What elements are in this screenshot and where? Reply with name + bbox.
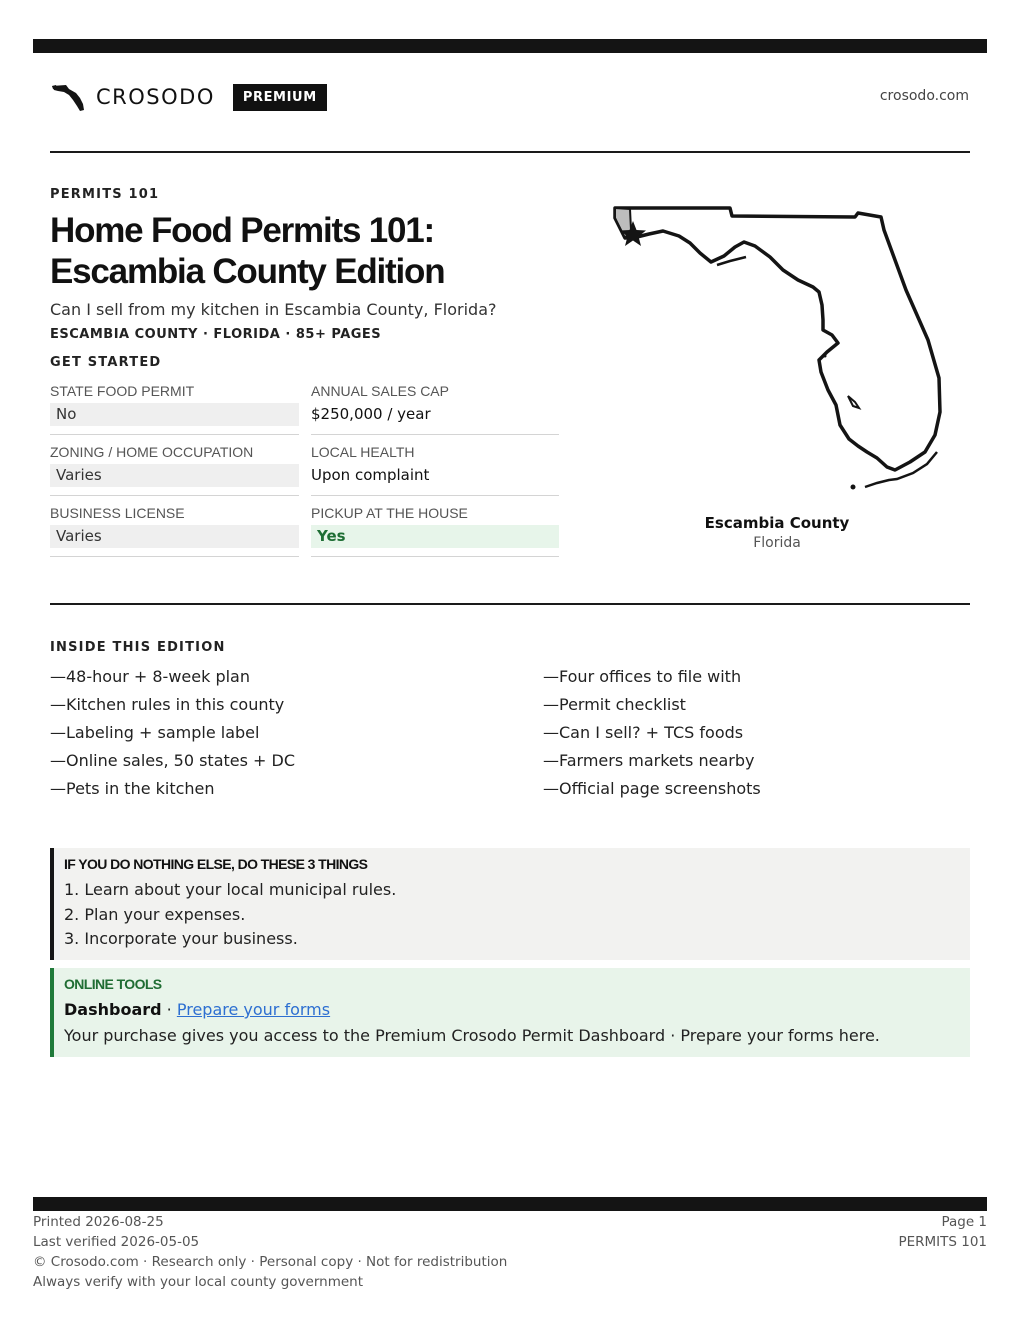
- florida-map: [605, 200, 950, 504]
- copyright: © Crosodo.com · Research only · Personal copy · Not for redistribution: [33, 1254, 508, 1270]
- fact-divider: [50, 434, 299, 436]
- fact-label: PICKUP AT THE HOUSE: [311, 505, 468, 521]
- fact-pickup-at-house: [311, 503, 559, 564]
- fact-zoning: [50, 442, 299, 503]
- page-subtitle: Can I sell from my kitchen in Escambia County, Florida?: [50, 300, 497, 319]
- footer-bar: [33, 1197, 987, 1211]
- page-title: [50, 210, 580, 292]
- fact-annual-sales-cap: [311, 381, 559, 442]
- printed-date: Printed 2026-08-25: [33, 1214, 164, 1230]
- prepare-forms-link[interactable]: Prepare your forms: [176, 1000, 331, 1019]
- section-kicker: PERMITS 101: [50, 187, 160, 202]
- map-county-label: Escambia County: [704, 514, 850, 532]
- page-number: Page 1: [941, 1214, 987, 1230]
- toc-left: [50, 666, 490, 806]
- fact-divider: [311, 434, 559, 436]
- premium-badge: PREMIUM: [233, 84, 327, 111]
- fact-state-food-permit: [50, 381, 299, 442]
- map-state-label: Florida: [753, 535, 801, 551]
- title-line-2: Escambia County Edition: [50, 252, 445, 291]
- footer-section: PERMITS 101: [898, 1234, 987, 1250]
- dashboard-description: Your purchase gives you access to the Premium Crosodo Permit Dashboard · Prepare your forms here.: [64, 1026, 880, 1045]
- brand[interactable]: [50, 80, 327, 114]
- header-divider: [50, 151, 970, 153]
- florida-state-icon: [50, 82, 86, 112]
- three-things-list: [64, 879, 396, 953]
- fact-label: LOCAL HEALTH: [311, 444, 415, 460]
- toc-item: —Four offices to file with: [543, 667, 742, 686]
- fact-label: ZONING / HOME OCCUPATION: [50, 444, 254, 460]
- footer-right: [898, 1212, 987, 1252]
- verify-note: Always verify with your local county government: [33, 1274, 363, 1290]
- fact-divider: [311, 495, 559, 497]
- toc-item: —Official page screenshots: [543, 779, 761, 798]
- toc-item: —Farmers markets nearby: [543, 751, 755, 770]
- fact-divider: [311, 556, 559, 558]
- page-meta: ESCAMBIA COUNTY · FLORIDA · 85+ PAGES: [50, 327, 382, 342]
- dashboard-label: Dashboard: [64, 1000, 162, 1019]
- callout-title: ONLINE TOOLS: [64, 976, 162, 992]
- fact-value: $250,000 / year: [311, 405, 431, 423]
- fact-local-health: [311, 442, 559, 503]
- fact-label: ANNUAL SALES CAP: [311, 383, 449, 399]
- star-icon: [618, 219, 648, 249]
- dashboard-line: [64, 1000, 330, 1019]
- separator: ·: [161, 1000, 177, 1019]
- toc-item: —Online sales, 50 states + DC: [50, 751, 296, 770]
- fact-divider: [50, 495, 299, 497]
- inside-edition-heading: INSIDE THIS EDITION: [50, 640, 226, 655]
- toc-item: —48-hour + 8-week plan: [50, 667, 250, 686]
- section-divider: [50, 603, 970, 605]
- callout-title: IF YOU DO NOTHING ELSE, DO THESE 3 THINGS: [64, 856, 368, 872]
- fact-value: Varies: [50, 464, 299, 487]
- brand-name: CROSODO: [96, 85, 215, 109]
- online-tools-callout: [50, 968, 970, 1057]
- fact-value: Yes: [311, 525, 559, 548]
- toc-right: [543, 666, 983, 806]
- toc-item: —Permit checklist: [543, 695, 686, 714]
- facts-grid: [50, 381, 559, 564]
- toc-item: —Can I sell? + TCS foods: [543, 723, 744, 742]
- fact-label: BUSINESS LICENSE: [50, 505, 185, 521]
- top-bar: [33, 39, 987, 53]
- toc-item: —Pets in the kitchen: [50, 779, 215, 798]
- toc-item: —Labeling + sample label: [50, 723, 260, 742]
- list-item: 1. Learn about your local municipal rules.: [64, 880, 397, 899]
- three-things-callout: [50, 848, 970, 960]
- list-item: 2. Plan your expenses.: [64, 904, 246, 924]
- verified-date: Last verified 2026-05-05: [33, 1234, 200, 1250]
- toc-item: —Kitchen rules in this county: [50, 695, 285, 714]
- fact-label: STATE FOOD PERMIT: [50, 383, 195, 399]
- fact-business-license: [50, 503, 299, 564]
- list-item: 3. Incorporate your business.: [64, 929, 298, 948]
- fact-value: Upon complaint: [311, 466, 430, 484]
- site-domain[interactable]: crosodo.com: [879, 88, 969, 104]
- fact-value: No: [50, 403, 299, 426]
- fact-value: Varies: [50, 525, 299, 548]
- footer-left: [33, 1212, 507, 1292]
- title-line-1: Home Food Permits 101:: [50, 211, 434, 250]
- get-started-heading: GET STARTED: [50, 355, 162, 370]
- fact-divider: [50, 556, 299, 558]
